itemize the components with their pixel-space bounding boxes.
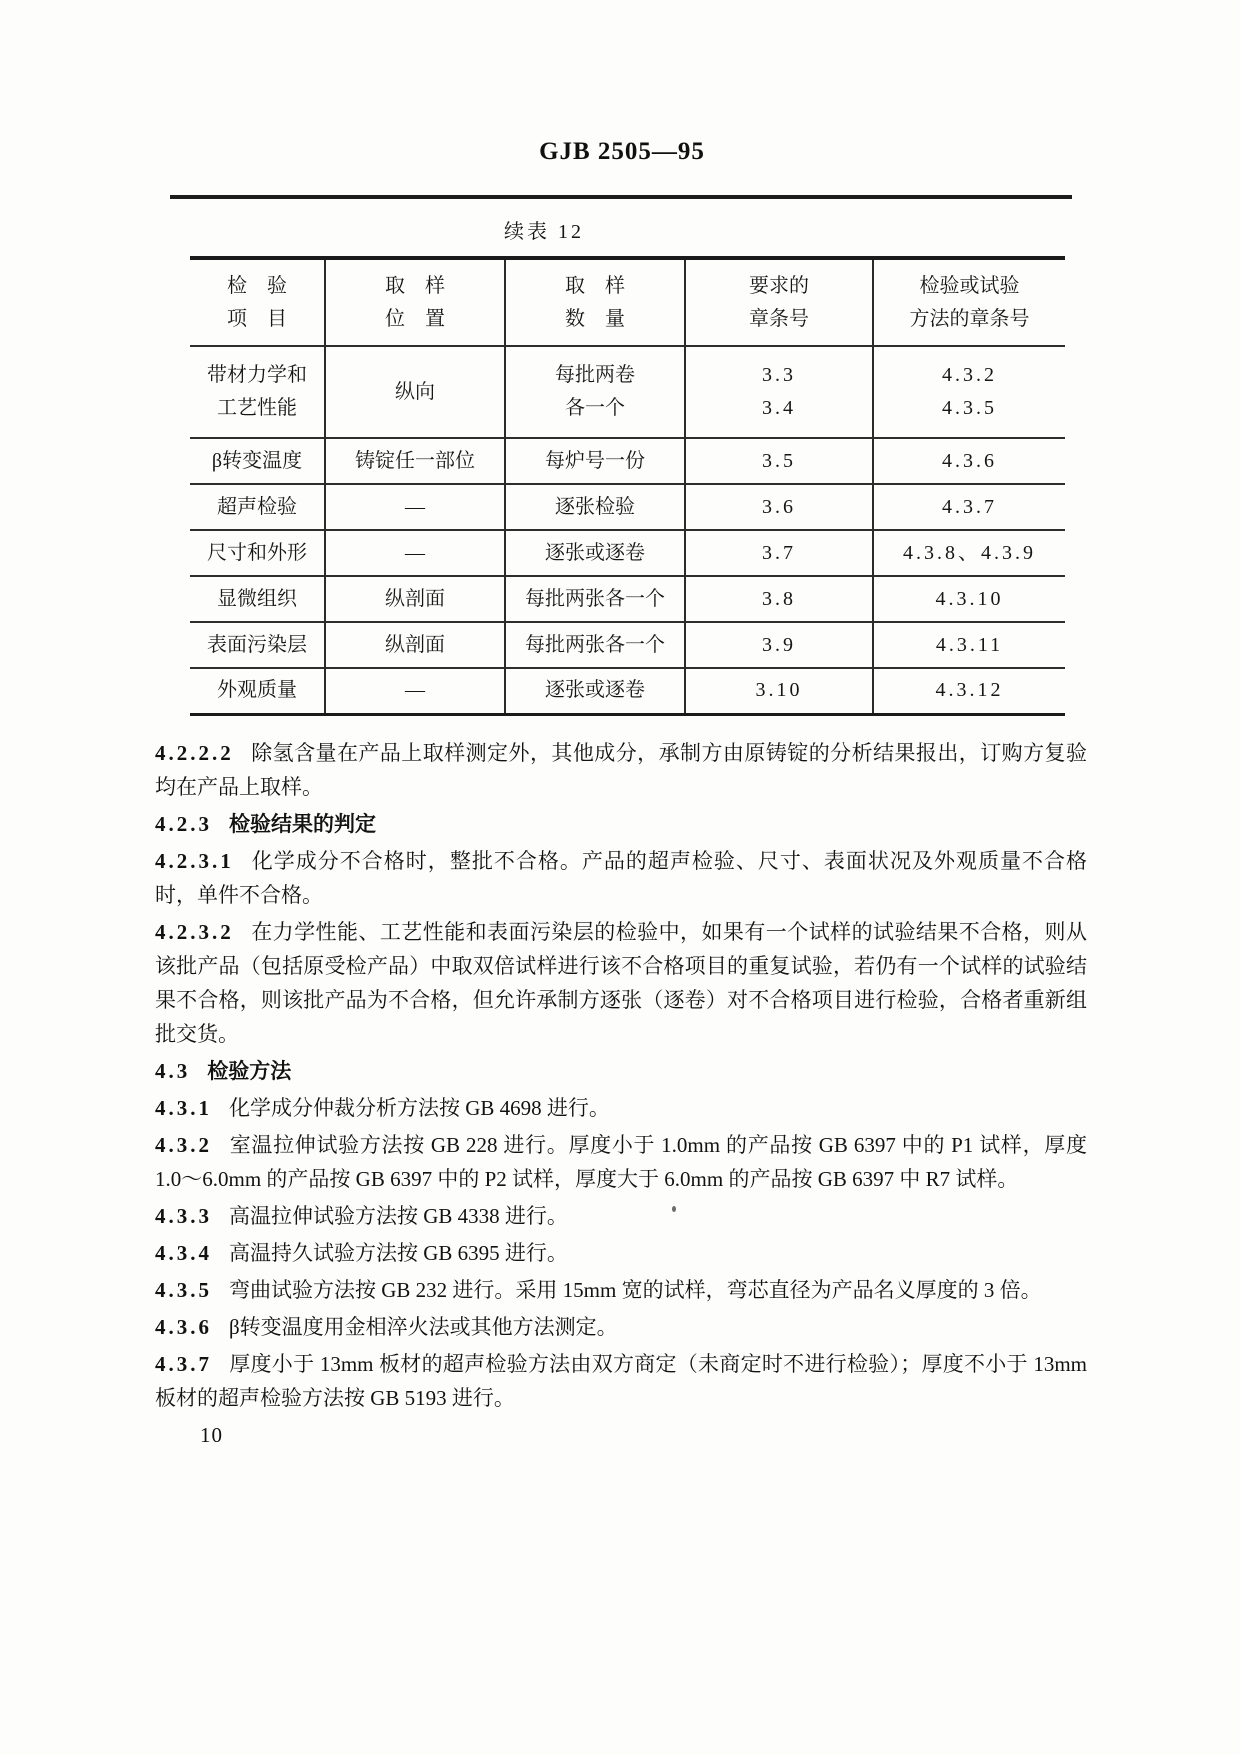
clause-text: β转变温度用金相淬火法或其他方法测定。 (229, 1315, 618, 1339)
table-caption: 续表 12 (504, 221, 584, 243)
clause-number: 4.2.2.2 (155, 741, 234, 765)
clause-4-2-3-1 (155, 844, 1087, 912)
clause-4-3-1 (155, 1091, 1087, 1125)
clause-4-3-3 (155, 1199, 1087, 1233)
clause-number: 4.3.2 (155, 1133, 212, 1157)
header-method-clause: 检验或试验 方法的章条号 (873, 258, 1065, 346)
clause-number: 4.3.4 (155, 1241, 212, 1265)
header-quantity: 取 样 数 量 (505, 258, 685, 346)
clause-number: 4.2.3 (155, 812, 212, 836)
table-row: 带材力学和 工艺性能 纵向 每批两卷 各一个 3.3 3.4 4.3.2 4.3.5 (190, 346, 1065, 438)
header-item: 检 验 项 目 (227, 274, 287, 330)
clause-number: 4.3.7 (155, 1352, 212, 1376)
header-position: 取 样 位 置 (325, 258, 505, 346)
clause-text: 弯曲试验方法按 GB 232 进行。采用 15mm 宽的试样，弯芯直径为产品名义厚度的 3 倍。 (229, 1278, 1042, 1302)
clause-text: 化学成分仲裁分析方法按 GB 4698 进行。 (229, 1096, 610, 1120)
clause-number: 4.3.3 (155, 1204, 212, 1228)
clause-text: 室温拉伸试验方法按 GB 228 进行。厚度小于 1.0mm 的产品按 GB 6397 中的 P1 试样，厚度 1.0～6.0mm 的产品按 GB 6397 中的 P2 试样，厚度大于 6.0mm 的产品按 GB 6397 中 R7 试样。 (155, 1133, 1087, 1191)
clause-text: 化学成分不合格时，整批不合格。产品的超声检验、尺寸、表面状况及外观质量不合格时，单件不合格。 (155, 849, 1087, 907)
page-number: 10 (200, 1423, 223, 1447)
scan-speck (672, 1206, 676, 1212)
body-text (155, 736, 1087, 1455)
inspection-table (190, 256, 1065, 716)
clause-number: 4.3.5 (155, 1278, 212, 1302)
table-row: 表面污染层 纵剖面 每批两张各一个 3.9 4.3.11 (190, 622, 1065, 668)
clause-number: 4.3.1 (155, 1096, 212, 1120)
table-row: β转变温度 铸锭任一部位 每炉号一份 3.5 4.3.6 (190, 438, 1065, 484)
table-row: 外观质量 — 逐张或逐卷 3.10 4.3.12 (190, 668, 1065, 714)
clause-text: 厚度小于 13mm 板材的超声检验方法由双方商定（未商定时不进行检验）；厚度不小于 13mm 板材的超声检验方法按 GB 5193 进行。 (155, 1352, 1087, 1410)
clause-4-2-2-2 (155, 736, 1087, 804)
table-row: 超声检验 — 逐张检验 3.6 4.3.7 (190, 484, 1065, 530)
clause-4-3-4 (155, 1236, 1087, 1270)
clause-text: 检验方法 (207, 1059, 292, 1083)
clause-number: 4.3.6 (155, 1315, 212, 1339)
clause-text: 高温持久试验方法按 GB 6395 进行。 (229, 1241, 568, 1265)
clause-text: 高温拉伸试验方法按 GB 4338 进行。 (229, 1204, 568, 1228)
clause-number: 4.2.3.2 (155, 920, 234, 944)
header-rule (170, 195, 1072, 199)
clause-4-2-3-2 (155, 915, 1087, 1051)
clause-4-3-2 (155, 1128, 1087, 1196)
clause-text: 在力学性能、工艺性能和表面污染层的检验中，如果有一个试样的试验结果不合格，则从该批产品（包括原受检产品）中取双倍试样进行该不合格项目的重复试验，若仍有一个试样的试验结果不合格，则该批产品为不合格，但允许承制方逐张（逐卷）对不合格项目进行检验，合格者重新组批交货。 (155, 920, 1087, 1046)
clause-4-3-5 (155, 1273, 1087, 1307)
clause-4-3-7 (155, 1347, 1087, 1415)
doc-code: GJB 2505—95 (539, 138, 705, 165)
clause-text: 除氢含量在产品上取样测定外，其他成分，承制方由原铸锭的分析结果报出，订购方复验均在产品上取样。 (155, 741, 1087, 799)
clause-text: 检验结果的判定 (229, 812, 376, 836)
table-row: 显微组织 纵剖面 每批两张各一个 3.8 4.3.10 (190, 576, 1065, 622)
clause-4-2-3-heading (155, 807, 1087, 841)
clause-4-3-heading (155, 1054, 1087, 1088)
header-req-clause: 要求的 章条号 (685, 258, 873, 346)
clause-number: 4.2.3.1 (155, 849, 234, 873)
table-header-row (190, 258, 1065, 346)
table-row: 尺寸和外形 — 逐张或逐卷 3.7 4.3.8、4.3.9 (190, 530, 1065, 576)
clause-number: 4.3 (155, 1059, 191, 1083)
clause-4-3-6 (155, 1310, 1087, 1344)
